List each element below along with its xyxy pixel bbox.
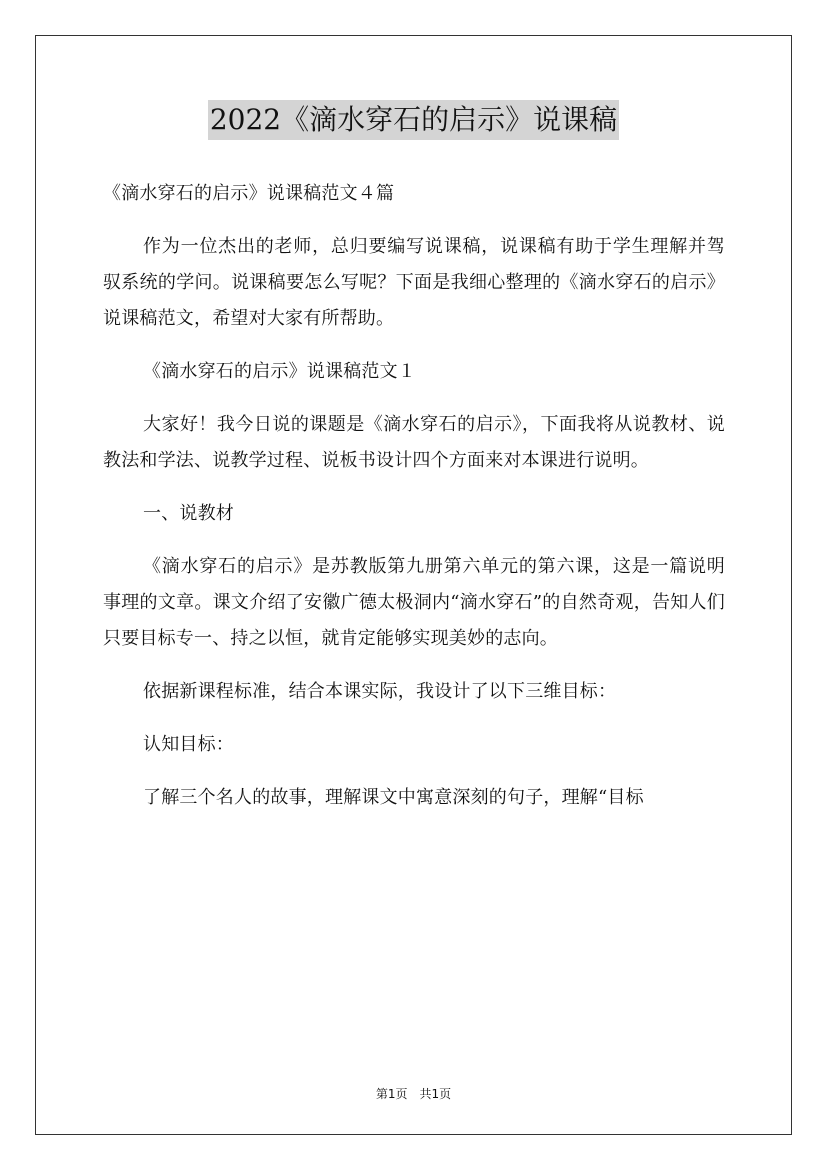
document-body [103,176,725,833]
paragraph-objectives: 依据新课程标准，结合本课实际，我设计了以下三维目标： [143,681,617,702]
page-footer: 第1页 共1页 [375,1087,452,1101]
paragraph-cognitive: 了解三个名人的故事，理解课文中寓意深刻的句子，理解“目标 [143,787,644,808]
document-subtitle: 《滴水穿石的启示》说课稿范文４篇 [103,183,395,204]
paragraph-greeting: 大家好！我今日说的课题是《滴水穿石的启示》，下面我将从说教材、说教法和学法、说教学过程、说板书设计四个方面来对本课进行说明。 [103,414,725,471]
document-title: 2022《滴水穿石的启示》说课稿 [208,100,619,140]
section-heading-textbook: 一、说教材 [143,503,234,524]
paragraph-textbook: 《滴水穿石的启示》是苏教版第九册第六单元的第六课，这是一篇说明事理的文章。课文介绍了安徽广德太极洞内“滴水穿石”的自然奇观，告知人们只要目标专一、持之以恒，就肯定能够实现美妙的志向。 [103,556,725,649]
section-heading-cognitive: 认知目标： [143,734,234,755]
section-heading-sample-1: 《滴水穿石的启示》说课稿范文１ [143,361,416,382]
title-container [0,100,827,140]
paragraph-intro: 作为一位杰出的老师，总归要编写说课稿，说课稿有助于学生理解并驾驭系统的学问。说课稿要怎么写呢？下面是我细心整理的《滴水穿石的启示》说课稿范文，希望对大家有所帮助。 [103,236,725,329]
